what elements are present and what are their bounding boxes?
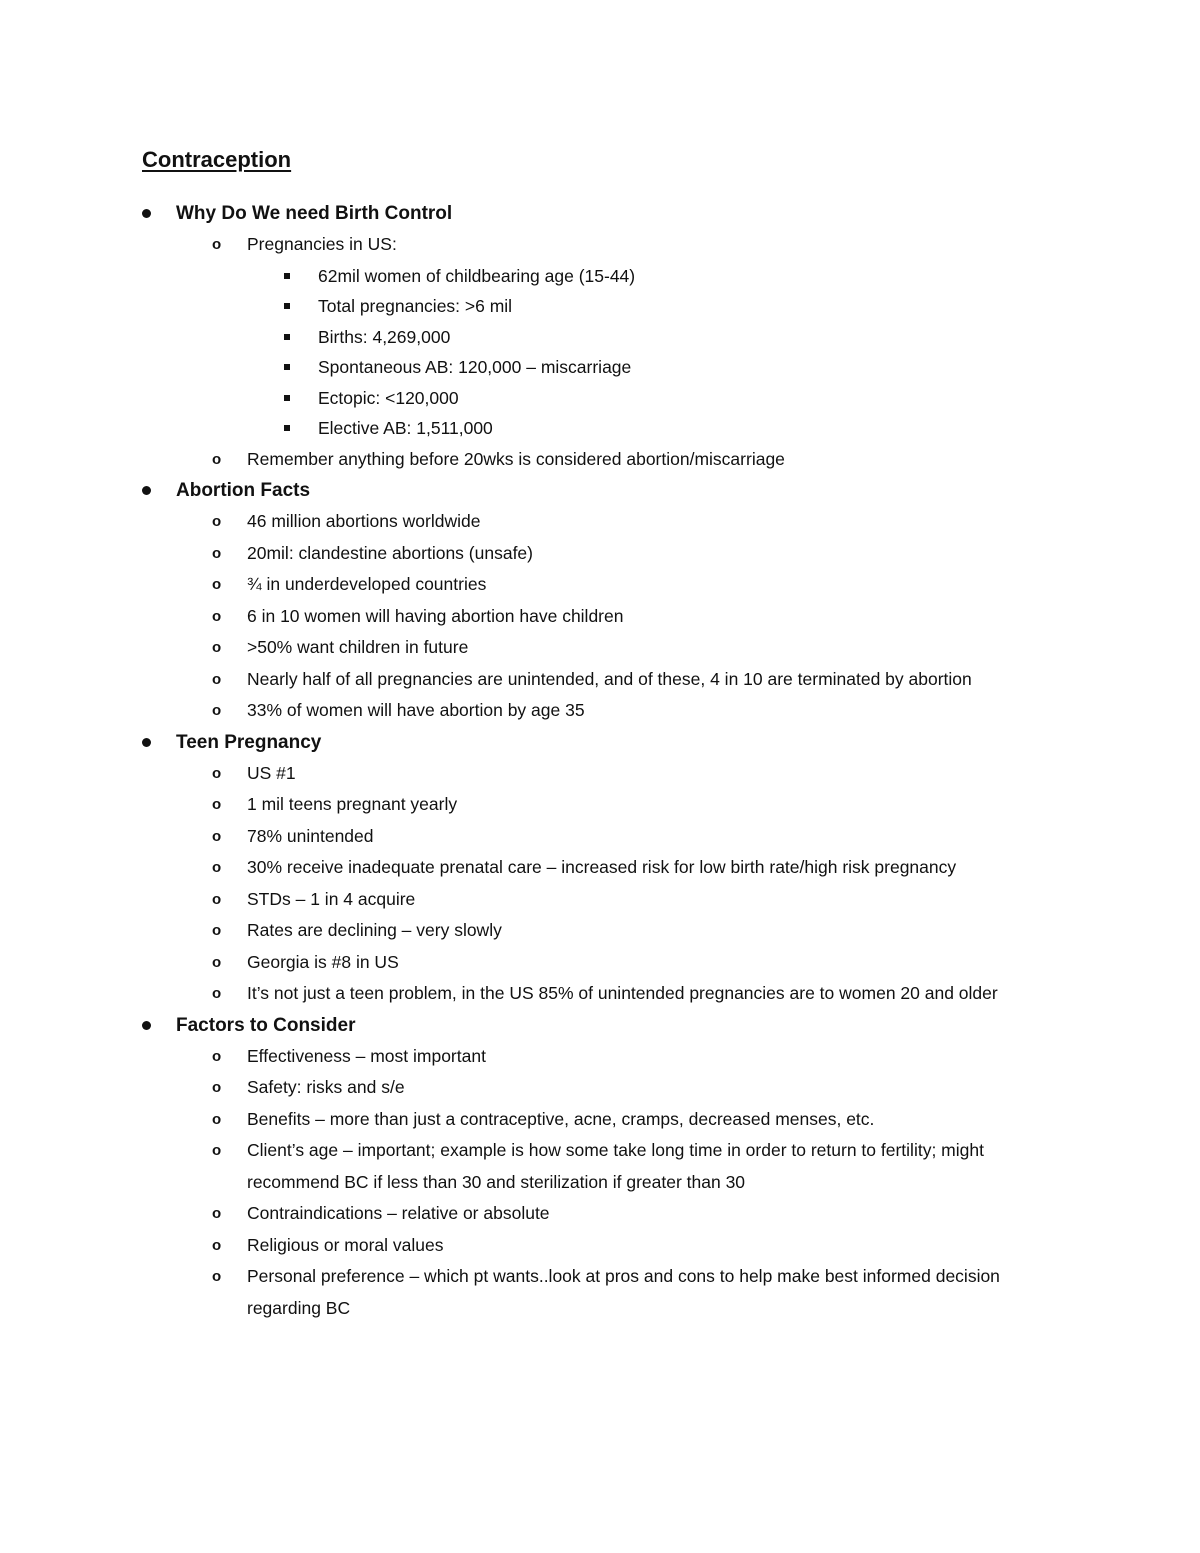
- list-item-text: Rates are declining – very slowly: [247, 920, 502, 940]
- square-bullet-icon: [284, 334, 290, 340]
- sub-list-item: [0, 322, 1200, 353]
- list-item: [0, 915, 1200, 947]
- circle-bullet-icon: o: [212, 1079, 222, 1096]
- list-item: [0, 229, 1200, 261]
- circle-bullet-icon: o: [212, 796, 222, 813]
- circle-bullet-icon: o: [212, 859, 222, 876]
- sub-list-item: [0, 291, 1200, 322]
- list-item-text: 33% of women will have abortion by age 35: [247, 700, 585, 720]
- square-bullet-icon: [284, 303, 290, 309]
- document-title: Contraception: [142, 147, 292, 172]
- list-item: [0, 444, 1200, 476]
- circle-bullet-icon: o: [212, 1236, 222, 1254]
- list-item-text: Georgia is #8 in US: [247, 951, 399, 972]
- list-item: [0, 1104, 1200, 1136]
- list-item: [0, 1261, 1200, 1324]
- list-item: [0, 821, 1200, 853]
- sub-list-item-text: Spontaneous AB: 120,000 – miscarriage: [318, 357, 632, 377]
- sub-list-item: [0, 352, 1200, 383]
- list-item: [0, 1041, 1200, 1073]
- list-item-text: It’s not just a teen problem, in the US 85% of unintended pregnancies are to women 20 and older: [247, 983, 998, 1003]
- list-item-text: ¾ in underdeveloped countries: [247, 574, 487, 594]
- list-item-text: US #1: [247, 762, 296, 783]
- list-item: [0, 1135, 1200, 1198]
- list-item-text: Remember anything before 20wks is considered abortion/miscarriage: [247, 448, 785, 469]
- circle-bullet-icon: o: [212, 639, 222, 656]
- list-item: [0, 664, 1200, 696]
- square-bullet-icon: [284, 273, 290, 279]
- list-item-text: Contraindications – relative or absolute: [247, 1203, 550, 1223]
- list-item: [0, 632, 1200, 664]
- outline-list: [0, 198, 1200, 1324]
- bullet-dot-icon: [142, 738, 151, 747]
- list-item-text: 30% receive inadequate prenatal care – increased risk for low birth rate/high risk pregnancy: [247, 857, 957, 877]
- circle-bullet-icon: o: [212, 922, 222, 939]
- sub-list-item-text: Total pregnancies: >6 mil: [318, 296, 513, 316]
- sub-list-item-text: Ectopic: <120,000: [318, 387, 459, 408]
- sub-list-item-text: Births: 4,269,000: [318, 326, 451, 347]
- square-bullet-icon: [284, 364, 290, 370]
- list-item-text: 6 in 10 women will having abortion have children: [247, 605, 624, 626]
- list-item-text: >50% want children in future: [247, 637, 469, 657]
- bullet-dot-icon: [142, 209, 151, 218]
- circle-bullet-icon: o: [212, 1047, 222, 1065]
- section-heading-row: [0, 727, 1200, 758]
- list-item-text: Religious or moral values: [247, 1234, 444, 1255]
- sub-list-item: [0, 383, 1200, 414]
- circle-bullet-icon: o: [212, 576, 222, 593]
- circle-bullet-icon: o: [212, 953, 222, 971]
- list-item-text: Nearly half of all pregnancies are unintended, and of these, 4 in 10 are terminated by abortion: [247, 668, 972, 689]
- circle-bullet-icon: o: [212, 890, 222, 908]
- square-bullet-icon: [284, 395, 290, 401]
- list-item-text: 78% unintended: [247, 825, 374, 846]
- list-item: [0, 695, 1200, 727]
- circle-bullet-icon: o: [212, 1142, 222, 1159]
- bullet-dot-icon: [142, 1021, 151, 1030]
- circle-bullet-icon: o: [212, 513, 222, 530]
- section-heading-row: [0, 198, 1200, 229]
- list-item: [0, 789, 1200, 821]
- section-heading: Factors to Consider: [176, 1014, 356, 1036]
- list-item-text: Personal preference – which pt wants..look at pros and cons to help make best informed decision regarding BC: [247, 1266, 1000, 1318]
- list-item-text: 1 mil teens pregnant yearly: [247, 794, 458, 814]
- circle-bullet-icon: o: [212, 702, 222, 719]
- list-item: [0, 884, 1200, 916]
- sub-list-item-text: Elective AB: 1,511,000: [318, 418, 493, 438]
- section-heading: Abortion Facts: [176, 480, 311, 501]
- circle-bullet-icon: o: [212, 236, 222, 253]
- circle-bullet-icon: o: [212, 670, 222, 688]
- list-item: [0, 538, 1200, 570]
- circle-bullet-icon: o: [212, 544, 222, 562]
- list-item: [0, 1072, 1200, 1104]
- square-bullet-icon: [284, 425, 290, 431]
- list-item-text: STDs – 1 in 4 acquire: [247, 888, 416, 909]
- circle-bullet-icon: o: [212, 985, 222, 1002]
- list-item: [0, 947, 1200, 979]
- section-heading-row: [0, 1010, 1200, 1041]
- list-item: [0, 1230, 1200, 1262]
- list-item: [0, 978, 1200, 1010]
- sub-list-item-text: 62mil women of childbearing age (15-44): [318, 265, 636, 286]
- circle-bullet-icon: o: [212, 607, 222, 625]
- bullet-dot-icon: [142, 486, 151, 495]
- list-item-text: 46 million abortions worldwide: [247, 511, 481, 531]
- list-item: [0, 506, 1200, 538]
- list-item: [0, 758, 1200, 790]
- list-item-text: Benefits – more than just a contraceptive, acne, cramps, decreased menses, etc.: [247, 1108, 875, 1129]
- circle-bullet-icon: o: [212, 1268, 222, 1285]
- circle-bullet-icon: o: [212, 1205, 222, 1222]
- list-item: [0, 569, 1200, 601]
- list-item-text: Effectiveness – most important: [247, 1045, 486, 1066]
- circle-bullet-icon: o: [212, 764, 222, 782]
- circle-bullet-icon: o: [212, 1110, 222, 1128]
- list-item: [0, 601, 1200, 633]
- list-item: [0, 1198, 1200, 1230]
- section-heading: Why Do We need Birth Control: [176, 203, 453, 224]
- circle-bullet-icon: o: [212, 450, 222, 468]
- section-heading-row: [0, 475, 1200, 506]
- sub-list-item: [0, 261, 1200, 292]
- sub-list-item: [0, 413, 1200, 444]
- list-item-text: Safety: risks and s/e: [247, 1077, 405, 1097]
- list-item-text: 20mil: clandestine abortions (unsafe): [247, 542, 533, 563]
- list-item-text: Client’s age – important; example is how some take long time in order to return to fertility; might recommend BC if less than 30 and sterilization if greater than 30: [247, 1140, 984, 1192]
- circle-bullet-icon: o: [212, 827, 222, 845]
- section-heading: Teen Pregnancy: [176, 731, 322, 753]
- list-item-text: Pregnancies in US:: [247, 234, 397, 254]
- list-item: [0, 852, 1200, 884]
